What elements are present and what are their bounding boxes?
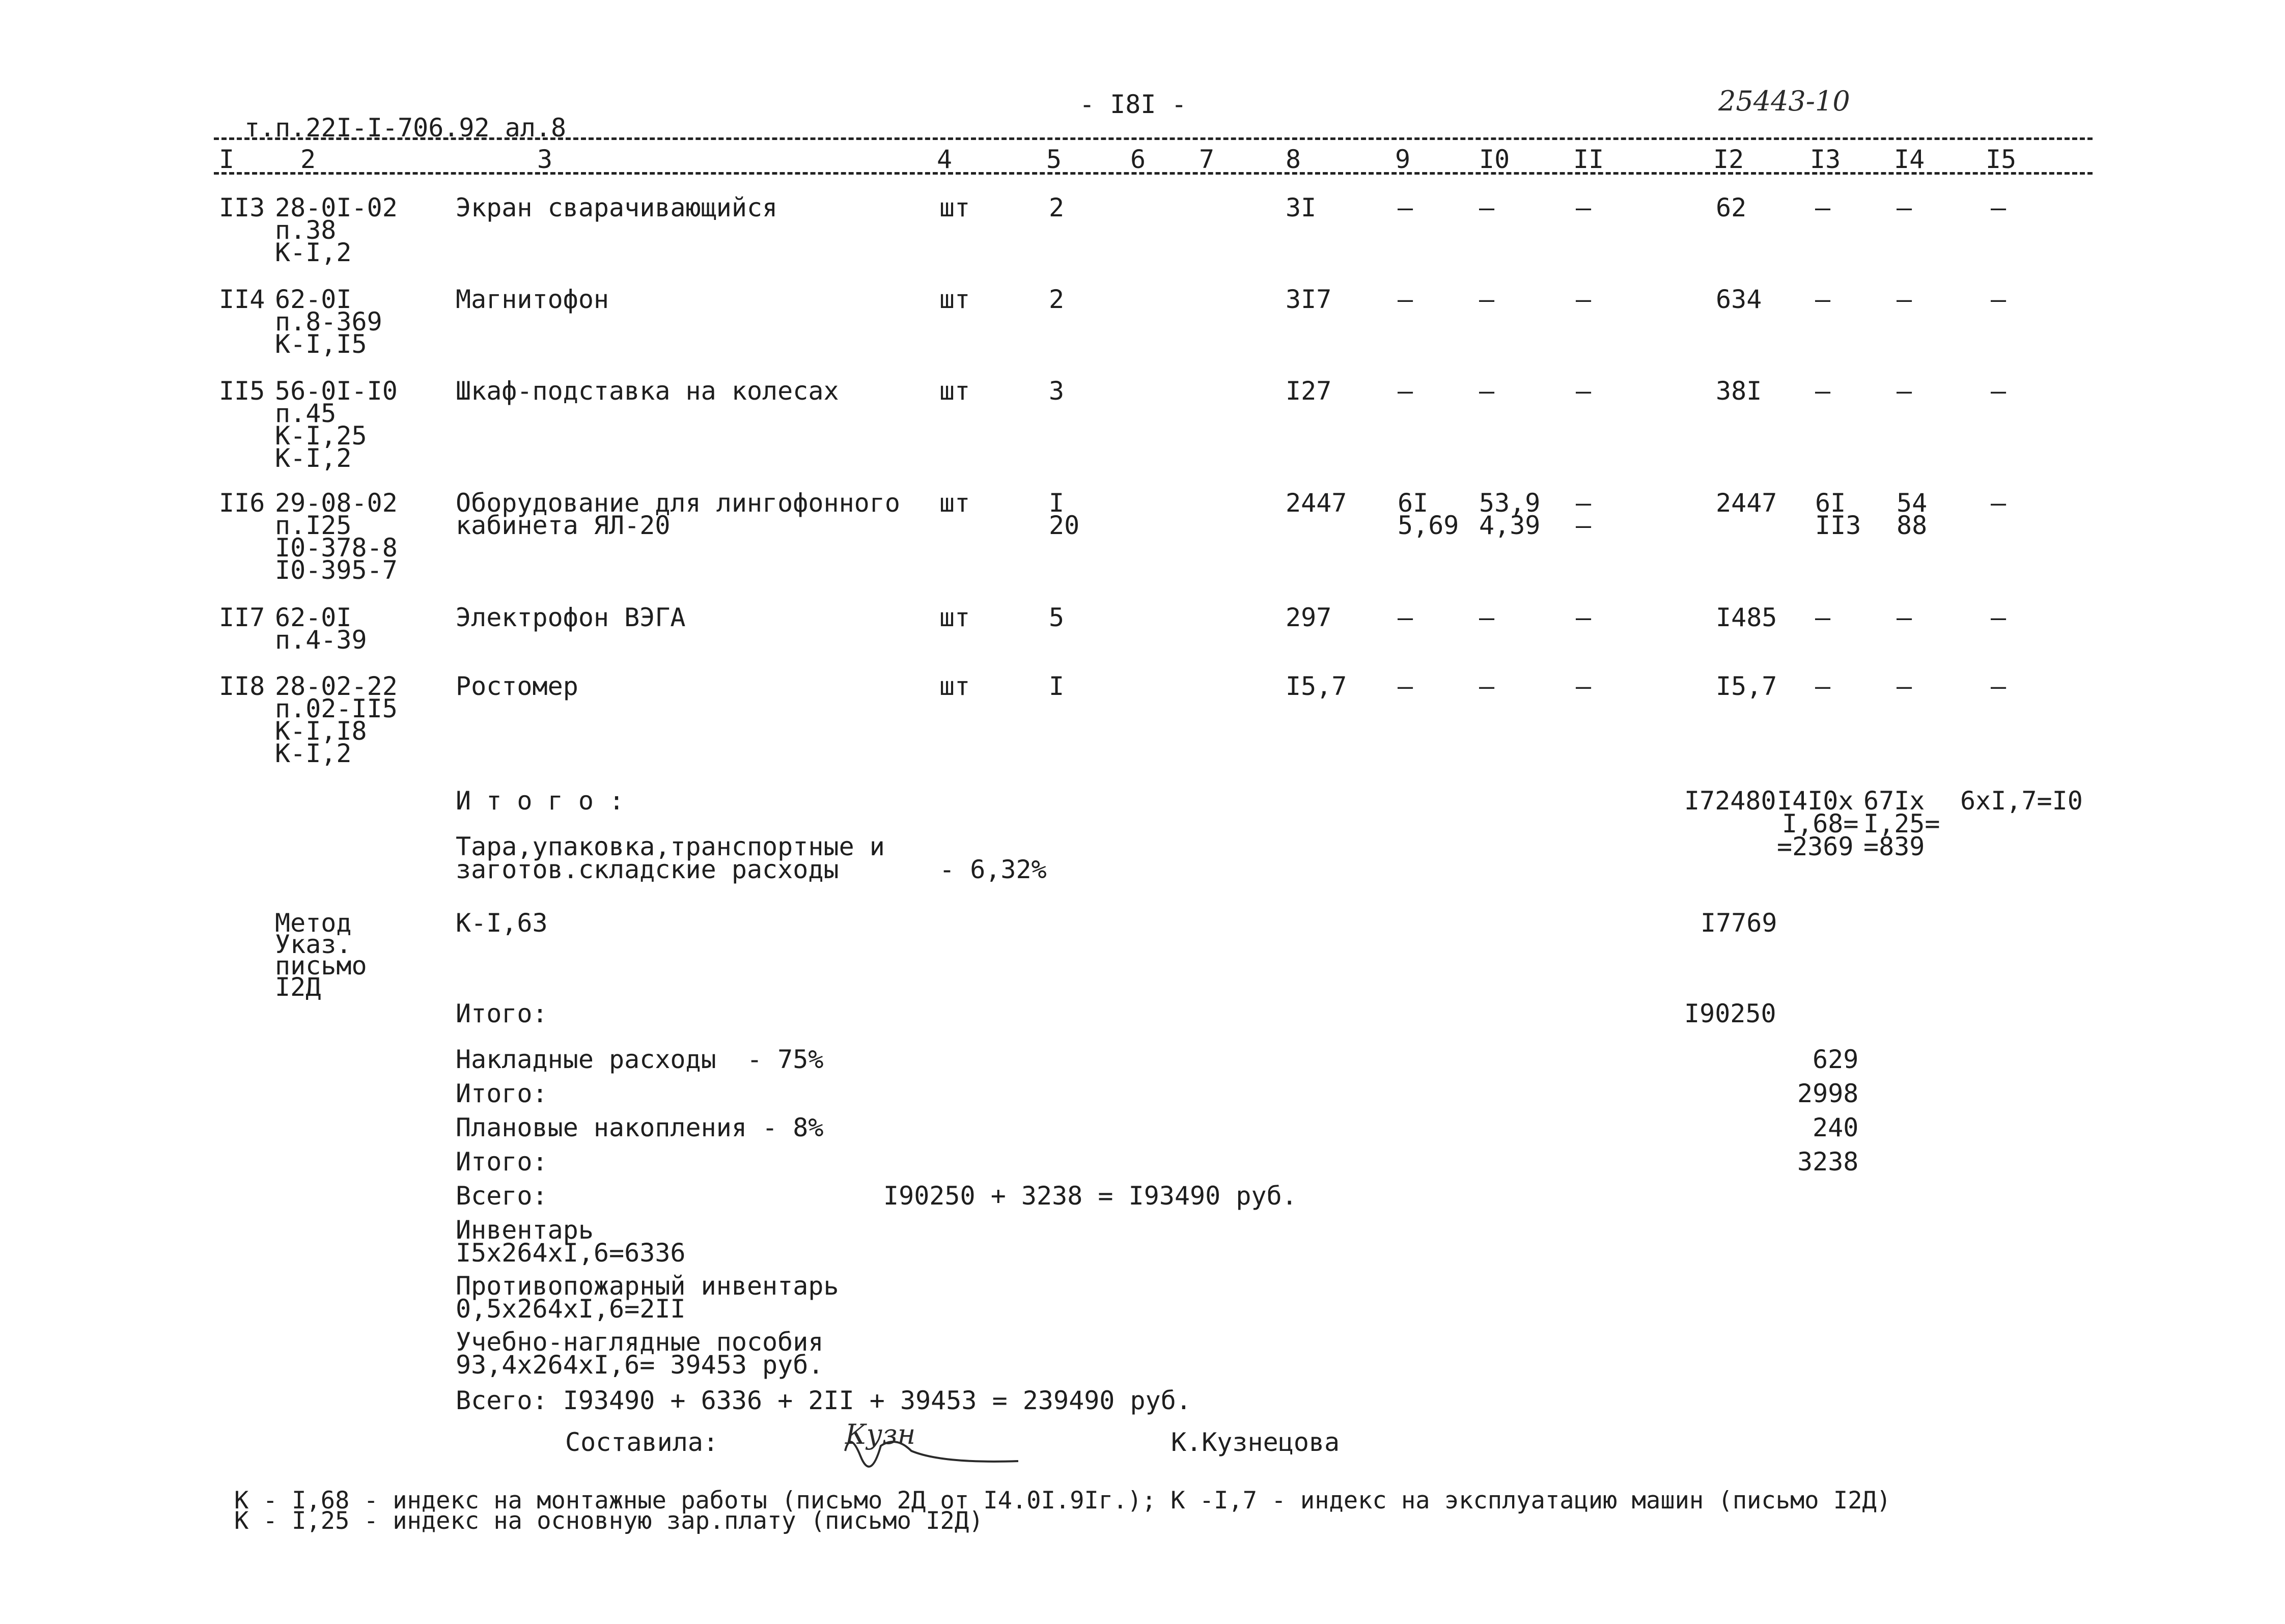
unit: шт [939, 193, 970, 222]
vsego-label: Всего: [456, 1181, 548, 1211]
col-13: II3 [1815, 511, 1861, 540]
item-name: Оборудование для лингофонного [456, 488, 900, 518]
col-9: – [1398, 603, 1413, 632]
col-10: 53,9 [1479, 488, 1541, 518]
itogo2-value: I90250 [1684, 999, 1776, 1028]
col-15: – [1991, 376, 2007, 406]
col-10: – [1479, 193, 1495, 222]
norm-code: п.I25 [275, 511, 352, 540]
unit-cost: 297 [1286, 603, 1332, 632]
plan-label: Плановые накопления - 8% [456, 1113, 824, 1142]
quantity: I [1049, 671, 1065, 701]
norm-code: 62-0I [275, 285, 352, 314]
itogo4-value: 3238 [1797, 1147, 1859, 1177]
column-number: I3 [1810, 145, 1841, 174]
itogo2-label: Итого: [456, 999, 548, 1028]
inventory-line1: Инвентарь [456, 1215, 594, 1245]
quantity: 3 [1049, 376, 1065, 406]
method-note-line4: I2Д [275, 972, 321, 1002]
col-13: – [1815, 376, 1831, 406]
col-13: – [1815, 193, 1831, 222]
itogo-c13-line2: I,68= [1782, 809, 1859, 838]
fire-inventory-line2: 0,5x264xI,6=2II [456, 1294, 686, 1324]
vsego-expression: I90250 + 3238 = I93490 руб. [883, 1181, 1297, 1211]
norm-code: п.38 [275, 215, 337, 245]
col-14: 88 [1897, 511, 1928, 540]
norm-code: 56-0I-I0 [275, 376, 398, 406]
col-9: 6I [1398, 488, 1429, 518]
col-14: – [1897, 376, 1912, 406]
tara-label-line1: Тара,упаковка,транспортные и [456, 832, 885, 861]
item-name: Ростомер [456, 671, 578, 701]
col-10: – [1479, 285, 1495, 314]
quantity: I [1049, 488, 1065, 518]
itogo-total-c12: I72480 [1684, 786, 1776, 816]
norm-code: 28-0I-02 [275, 193, 398, 222]
col-11: – [1576, 603, 1592, 632]
page-number: - I8I - [1079, 90, 1187, 119]
aids-line1: Учебно-наглядные пособия [456, 1327, 824, 1357]
unit-cost: 3I [1286, 193, 1317, 222]
col-14: 54 [1897, 488, 1928, 518]
norm-code: п.02-II5 [275, 694, 398, 723]
norm-code: К-I,2 [275, 739, 352, 768]
col-9: – [1398, 376, 1413, 406]
itogo4-label: Итого: [456, 1147, 548, 1177]
vsego-final: Всего: I93490 + 6336 + 2II + 39453 = 239490 руб. [456, 1386, 1191, 1415]
row-number: II8 [219, 671, 265, 701]
itogo3-value: 2998 [1797, 1079, 1859, 1108]
method-note-line1: Метод [275, 908, 352, 938]
column-number: 6 [1130, 145, 1146, 174]
col-11: – [1576, 511, 1592, 540]
col-11: – [1576, 376, 1592, 406]
signature: Кузн [845, 1418, 916, 1450]
norm-code: п.8-369 [275, 307, 382, 337]
row-number: II4 [219, 285, 265, 314]
col-15: – [1991, 193, 2007, 222]
col-9: – [1398, 671, 1413, 701]
unit: шт [939, 488, 970, 518]
norm-code: I0-395-7 [275, 555, 398, 585]
col-14: – [1897, 671, 1912, 701]
method-note-line3: письмо [275, 951, 367, 981]
unit: шт [939, 671, 970, 701]
tara-percent: - 6,32% [939, 855, 1047, 884]
row-number: II5 [219, 376, 265, 406]
row-number: II7 [219, 603, 265, 632]
col-15: – [1991, 603, 2007, 632]
norm-code: К-I,I8 [275, 716, 367, 746]
column-number: I4 [1894, 145, 1925, 174]
nakladnye-value: 629 [1813, 1045, 1859, 1074]
inventory-line2: I5x264xI,6=6336 [456, 1238, 686, 1268]
norm-code: К-I,25 [275, 421, 367, 451]
total-cost: 38I [1716, 376, 1762, 406]
unit: шт [939, 376, 970, 406]
unit: шт [939, 603, 970, 632]
itogo-c14-line2: I,25= [1863, 809, 1940, 838]
col-11: – [1576, 285, 1592, 314]
itogo3-label: Итого: [456, 1079, 548, 1108]
itogo-c13-line3: =2369 [1777, 832, 1854, 861]
column-number: 7 [1199, 145, 1215, 174]
footnote-1: К - I,68 - индекс на монтажные работы (письмо 2Д от I4.0I.9Iг.); К -I,7 - индекс на эксплуатацию машин (письмо I2Д) [234, 1487, 1891, 1515]
unit-cost: I27 [1286, 376, 1332, 406]
method-note-line2: Указ. [275, 930, 352, 959]
unit-cost: 2447 [1286, 488, 1347, 518]
row-number: II3 [219, 193, 265, 222]
item-name: Экран сварачивающийся [456, 193, 778, 222]
col-10: – [1479, 376, 1495, 406]
itogo-c15: 6xI,7=I0 [1960, 786, 2083, 816]
norm-code: 62-0I [275, 603, 352, 632]
aids-line2: 93,4x264xI,6= 39453 руб. [456, 1350, 824, 1380]
col-10: – [1479, 671, 1495, 701]
col-15: – [1991, 671, 2007, 701]
quantity: 2 [1049, 193, 1065, 222]
col-11: – [1576, 671, 1592, 701]
quantity: 5 [1049, 603, 1065, 632]
unit-cost: I5,7 [1286, 671, 1347, 701]
item-name: Шкаф-подставка на колесах [456, 376, 839, 406]
item-name: Электрофон ВЭГА [456, 603, 686, 632]
k163-value: I7769 [1701, 908, 1777, 938]
column-number: 9 [1395, 145, 1411, 174]
col-10: 4,39 [1479, 511, 1541, 540]
norm-code: К-I,2 [275, 238, 352, 267]
col-13: – [1815, 671, 1831, 701]
fire-inventory-line1: Противопожарный инвентарь [456, 1271, 839, 1301]
row-number: II6 [219, 488, 265, 518]
norm-code: 28-02-22 [275, 671, 398, 701]
col-11: – [1576, 193, 1592, 222]
column-number: 8 [1286, 145, 1301, 174]
column-number: 2 [300, 145, 316, 174]
item-name: кабинета ЯЛ-20 [456, 511, 671, 540]
tara-label-line2: заготов.складские расходы [456, 855, 839, 884]
unit-cost: 3I7 [1286, 285, 1332, 314]
column-number: I0 [1479, 145, 1510, 174]
compiled-label: Составила: [565, 1427, 719, 1457]
unit: шт [939, 285, 970, 314]
total-cost: 2447 [1716, 488, 1777, 518]
col-14: – [1897, 285, 1912, 314]
archive-stamp: 25443-10 [1718, 85, 1850, 117]
column-number: 5 [1046, 145, 1062, 174]
column-header-underline [214, 172, 2093, 175]
norm-code: К-I,2 [275, 443, 352, 473]
column-number: 4 [937, 145, 953, 174]
header-dash-line [214, 137, 2093, 140]
column-number: II [1573, 145, 1604, 174]
norm-code: 29-08-02 [275, 488, 398, 518]
col-11: – [1576, 488, 1592, 518]
total-cost: I5,7 [1716, 671, 1777, 701]
itogo-c14-line3: =839 [1863, 832, 1925, 861]
quantity: 20 [1049, 511, 1080, 540]
item-name: Магнитофон [456, 285, 609, 314]
itogo-c13-line1: I4I0x [1777, 786, 1854, 816]
plan-value: 240 [1813, 1113, 1859, 1142]
col-14: – [1897, 603, 1912, 632]
col-13: 6I [1815, 488, 1846, 518]
total-cost: 634 [1716, 285, 1762, 314]
col-9: – [1398, 285, 1413, 314]
signature-stroke [840, 1420, 1023, 1476]
column-number: 3 [537, 145, 553, 174]
col-9: – [1398, 193, 1413, 222]
col-15: – [1991, 285, 2007, 314]
compiled-name: К.Кузнецова [1171, 1427, 1340, 1457]
column-number: I5 [1986, 145, 2017, 174]
itogo-spaced-label: И т о г о : [456, 786, 625, 816]
total-cost: 62 [1716, 193, 1747, 222]
col-9: 5,69 [1398, 511, 1459, 540]
footnote-2: К - I,25 - индекс на основную зар.плату (письмо I2Д) [234, 1507, 984, 1535]
col-13: – [1815, 603, 1831, 632]
col-13: – [1815, 285, 1831, 314]
itogo-c14-line1: 67Ix [1863, 786, 1925, 816]
norm-code: п.4-39 [275, 625, 367, 655]
total-cost: I485 [1716, 603, 1777, 632]
norm-code: I0-378-8 [275, 533, 398, 563]
nakladnye-label: Накладные расходы - 75% [456, 1045, 824, 1074]
col-14: – [1897, 193, 1912, 222]
col-15: – [1991, 488, 2007, 518]
norm-code: К-I,I5 [275, 329, 367, 359]
column-number: I2 [1713, 145, 1744, 174]
document-reference: т.п.22I-I-706.92 ал.8 [244, 113, 567, 143]
quantity: 2 [1049, 285, 1065, 314]
column-number: I [219, 145, 235, 174]
k163-label: К-I,63 [456, 908, 548, 938]
col-10: – [1479, 603, 1495, 632]
norm-code: п.45 [275, 399, 337, 428]
